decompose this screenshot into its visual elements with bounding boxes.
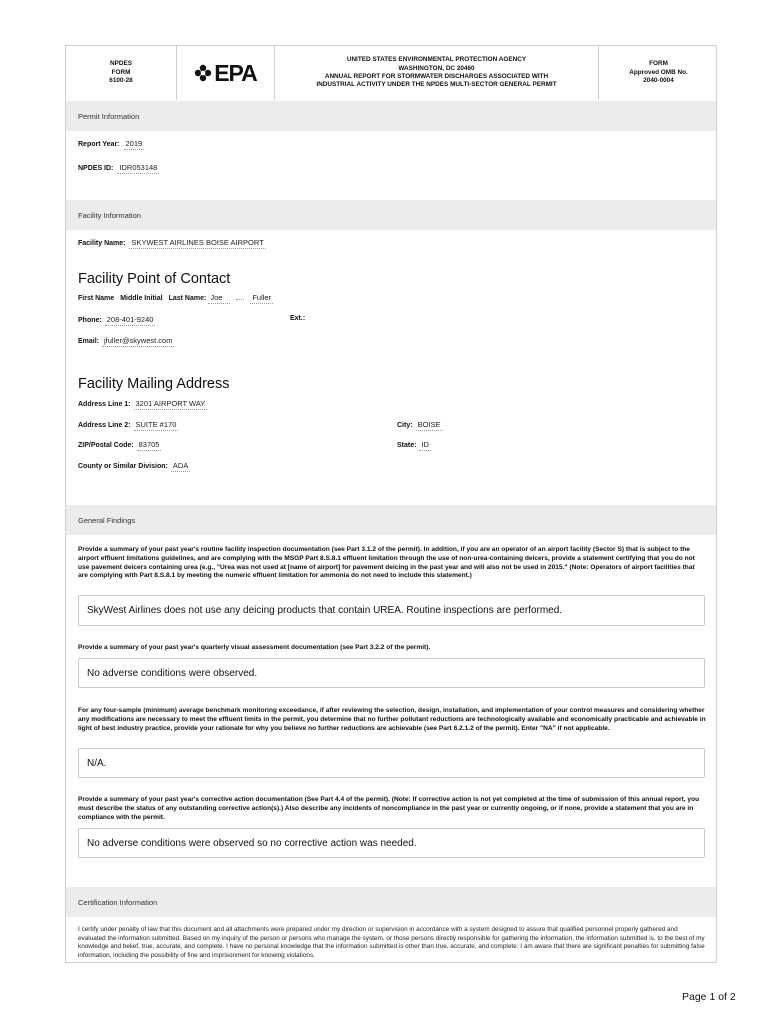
county-label: County or Similar Division: — [78, 463, 168, 470]
address-line1-value: 3201 AIRPORT WAY — [135, 399, 206, 408]
contact-heading: Facility Point of Contact — [78, 271, 231, 287]
answer-visual-assessment: No adverse conditions were observed. — [78, 658, 705, 688]
city-label: City: — [397, 422, 413, 429]
epa-logo-text: EPA — [214, 59, 257, 86]
agency-title-line: UNITED STATES ENVIRONMENTAL PROTECTION AGENCY — [346, 56, 527, 64]
zip-value: 83705 — [138, 440, 160, 449]
epa-flower-icon — [194, 64, 212, 82]
certification-section-header: Certification Information — [66, 887, 717, 917]
middle-initial-value — [236, 298, 244, 300]
epa-logo — [194, 59, 257, 86]
first-name-value: Joe — [208, 293, 230, 304]
phone-label: Phone: — [78, 317, 102, 324]
form-id-line: NPDES — [109, 60, 133, 68]
omb-line: FORM — [649, 60, 668, 68]
contact-name-row — [78, 293, 273, 304]
form-header — [66, 46, 717, 100]
agency-title-line: WASHINGTON, DC 20460 — [398, 64, 475, 72]
last-name-value: Fuller — [252, 293, 272, 302]
certification-statement: I certify under penalty of law that this document and all attachments were prepared under my direction or supervision in accordance with a system designed to assure that qualified personnel properly gathered and evaluated the information submitted. Based on my inquiry of the person or persons who manage the system, or those persons directly responsible for gathering the information, the information submitted is, to the best of my knowledge and belief, true, accurate, and complete. I have no personal knowledge that the information submitted is other than true, accurate, and complete. I am aware that there are significant penalties for submitting false information, including the possibility of fine and imprisonment for knowing violations. — [78, 926, 705, 959]
state-value: ID — [421, 440, 429, 449]
report-year-label: Report Year: — [78, 141, 120, 148]
omb-line: 2040-0004 — [643, 77, 674, 85]
answer-benchmark: N/A. — [78, 748, 705, 778]
state-row — [397, 440, 431, 451]
agency-title-line: INDUSTRIAL ACTIVITY UNDER THE NPDES MULTI-SECTOR GENERAL PERMIT — [316, 81, 557, 89]
omb-line: Approved OMB No. — [629, 68, 688, 76]
address-line2-label: Address Line 2: — [78, 422, 131, 429]
npdes-id-row — [78, 163, 159, 174]
form-id-block — [66, 46, 177, 100]
report-year-row — [78, 139, 144, 150]
middle-initial-label: Middle Initial — [120, 295, 163, 302]
email-label: Email: — [78, 338, 100, 345]
ext-value — [308, 319, 338, 320]
city-row — [397, 420, 443, 431]
address-line1-row — [78, 399, 207, 410]
answer-inspection: SkyWest Airlines does not use any deicing products that contain UREA. Routine inspections are performed. — [78, 595, 705, 626]
form-id-line: FORM — [111, 68, 131, 76]
facility-section-header: Facility Information — [66, 200, 717, 230]
ext-row — [290, 315, 338, 322]
state-label: State: — [397, 442, 417, 449]
facility-name-value: SKYWEST AIRLINES BOISE AIRPORT — [131, 238, 264, 247]
npdes-id-label: NPDES ID: — [78, 165, 114, 172]
facility-name-label: Facility Name: — [78, 240, 126, 247]
zip-label: ZIP/Postal Code: — [78, 442, 134, 449]
epa-logo-block — [177, 46, 275, 100]
phone-row — [78, 315, 155, 326]
phone-value: 208-401-9240 — [106, 315, 154, 324]
page-number: Page 1 of 2 — [682, 991, 736, 1003]
agency-title-line: ANNUAL REPORT FOR STORMWATER DISCHARGES ASSOCIATED WITH — [324, 73, 549, 80]
zip-row — [78, 440, 161, 451]
findings-section-header: General Findings — [66, 505, 717, 535]
last-name-label: Last Name: — [168, 295, 207, 302]
email-row — [78, 336, 174, 347]
form-id-line: 6100-28 — [109, 77, 133, 85]
address-line1-label: Address Line 1: — [78, 401, 131, 408]
city-value: BOISE — [417, 420, 441, 429]
ext-label: Ext.: — [290, 315, 306, 322]
question-inspection: Provide a summary of your past year's routine facility inspection documentation (see Part 3.1.2 of the permit). In addition, if you are an operator of an airport facility (Sector S) that is subject to the airport effluent limitations guidelines, and are complying with the MSGP Part 8.S.8.1 effluent limitation through the use of non-urea-containing deicers, provide a statement certifying that you do not use pavement deicers containing urea (e.g., "Urea was not used at [name of airport] for pavement deicing in the past year and will also not be used in 2015." (Note: Operators of airport facilities that are complying with Part 8.S.8.1 by meeting the numeric effluent limitation for ammonia do not need to include this statement.) — [78, 546, 695, 580]
question-corrective-action: Provide a summary of your past year's corrective action documentation (See Part 4.4 of the permit). (Note: If corrective action is not yet completed at the time of submission of this annual report, you must describe the status of any outstanding corrective action(s).) Also describe any incidents of noncompliance in the past year or currently ongoing, or if none, provide a statement that you are in compliance with the permit. — [78, 796, 700, 821]
first-name-label: First Name — [78, 295, 115, 302]
facility-name-row — [78, 238, 266, 249]
report-year-value: 2019 — [125, 139, 143, 148]
mailing-heading: Facility Mailing Address — [78, 376, 230, 392]
county-row — [78, 461, 190, 472]
report-document — [65, 45, 717, 963]
address-line2-value: SUITE #170 — [135, 420, 177, 429]
omb-block — [599, 46, 717, 100]
address-line2-row — [78, 420, 178, 431]
question-benchmark: For any four-sample (minimum) average benchmark monitoring exceedance, if after reviewing the selection, design, installation, and implementation of your control measures and considering whether any modifications are necessary to meet the effluent limits in the permit, you determine that no further pollutant reductions are technologically available and economically practicable and achievable in light of best industry practice, provide your rationale for why you believe no further reductions are achievable (see Part 6.2.1.2 of the permit). Enter "NA" if not applicable. — [78, 707, 706, 732]
npdes-id-value: IDR053148 — [119, 163, 158, 172]
agency-title-block — [275, 46, 599, 100]
question-visual-assessment: Provide a summary of your past year's quarterly visual assessment documentation (see Part 3.2.2 of the permit). — [78, 644, 431, 651]
email-value: jfuller@skywest.com — [104, 336, 173, 345]
answer-corrective-action: No adverse conditions were observed so no corrective action was needed. — [78, 828, 705, 858]
permit-section-header: Permit Information — [66, 101, 717, 131]
county-value: ADA — [172, 461, 189, 470]
